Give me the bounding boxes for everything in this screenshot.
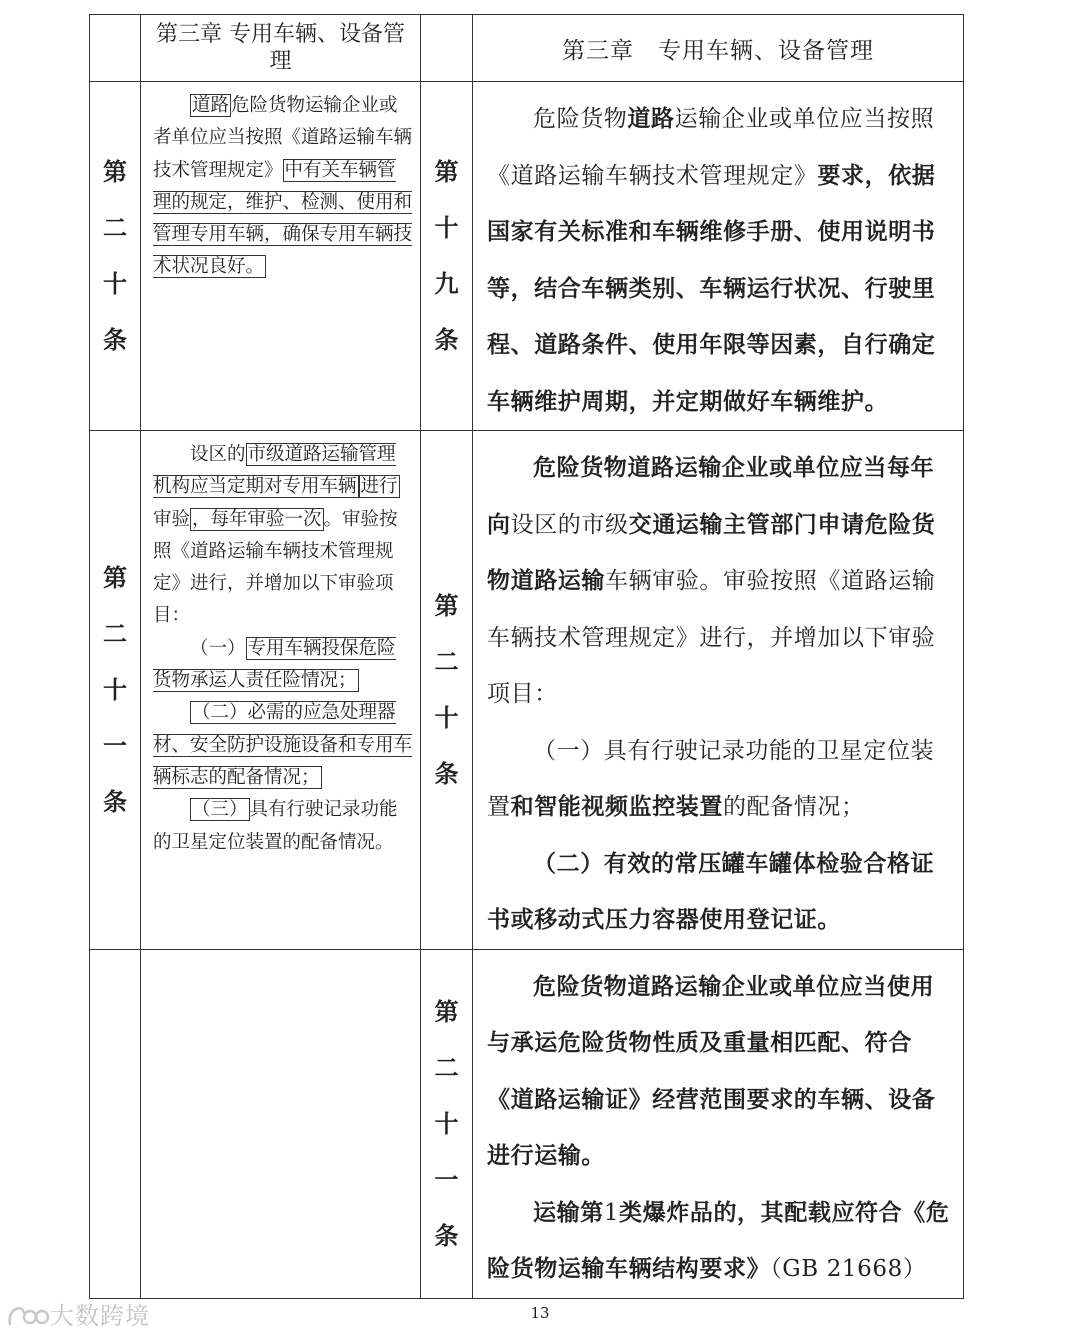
old-article-number-empty xyxy=(90,949,141,1298)
new-article-text: 危险货物道路运输企业或单位应当按照《道路运输车辆技术管理规定》要求，依据国家有关标准和车辆维修手册、使用说明书等，结合车辆类别、车辆运行状况、行驶里程、道路条件、使用年限等因素，自行确定车辆维护周期，并定期做好车辆维护。 xyxy=(473,82,964,431)
old-article-number: 第 二 十 条 xyxy=(90,82,141,431)
new-article-number: 第 十 九 条 xyxy=(421,82,473,431)
header-blank-cell-2 xyxy=(421,15,473,82)
new-chapter-title: 第三章 专用车辆、设备管理 xyxy=(473,15,964,82)
old-article-number: 第 二 十 一 条 xyxy=(90,431,141,950)
old-article-text: 设区的 市级道路运输管理机构应当定期对专用车辆 进行审验 ，每年审验一次 。审验按照《道路运输车辆技术管理规定》进行，并增加以下审验项目： （一） 专用车辆投保危险货物承运人责任险情况； （二）必需的应急处理器材、安全防护设施设备和专用车辆标志的配备情况； （三） 具有行驶记录功能的卫星定位装置的配备情况。 xyxy=(141,431,421,950)
comparison-table xyxy=(89,14,964,1299)
old-article-text-empty xyxy=(141,949,421,1298)
header-blank-cell xyxy=(90,15,141,82)
article-row-1 xyxy=(90,82,964,431)
old-article-text: 道路 危险货物运输企业或者单位应当按照《道路运输车辆技术管理规定》 中有关车辆管理的规定，维护、检测、使用和管理专用车辆，确保专用车辆技术状况良好。 xyxy=(141,82,421,431)
header-row xyxy=(90,15,964,82)
page-number: 13 xyxy=(530,1304,550,1322)
article-row-2 xyxy=(90,431,964,950)
new-article-text: 危险货物道路运输企业或单位应当每年向设区的市级交通运输主管部门申请危险货物道路运输车辆审验。审验按照《道路运输车辆技术管理规定》进行，并增加以下审验项目： （一）具有行驶记录功能的卫星定位装置和智能视频监控装置的配备情况； （二）有效的常压罐车罐体检验合格证书或移动式压力容器使用登记证。 xyxy=(473,431,964,950)
article-row-3 xyxy=(90,949,964,1298)
old-chapter-title: 第三章 专用车辆、设备管理 xyxy=(141,15,421,82)
new-article-number: 第 二 十 条 xyxy=(421,431,473,950)
revised-text-box: 中有关车辆管理的规定，维护、检测、使用和管理专用车辆，确保专用车辆技术状况良好。 xyxy=(153,159,413,278)
new-article-text: 危险货物道路运输企业或单位应当使用与承运危险货物性质及重量相匹配、符合《道路运输证》经营范围要求的车辆、设备进行运输。 运输第1类爆炸品的，其配载应符合《危险货物运输车辆结构要求》（GB 21668） xyxy=(473,949,964,1298)
watermark xyxy=(6,1296,150,1331)
watermark-text: 大数跨境 xyxy=(50,1302,150,1330)
new-article-number: 第 二 十 一 条 xyxy=(421,949,473,1298)
watermark-logo-icon xyxy=(6,1303,50,1331)
